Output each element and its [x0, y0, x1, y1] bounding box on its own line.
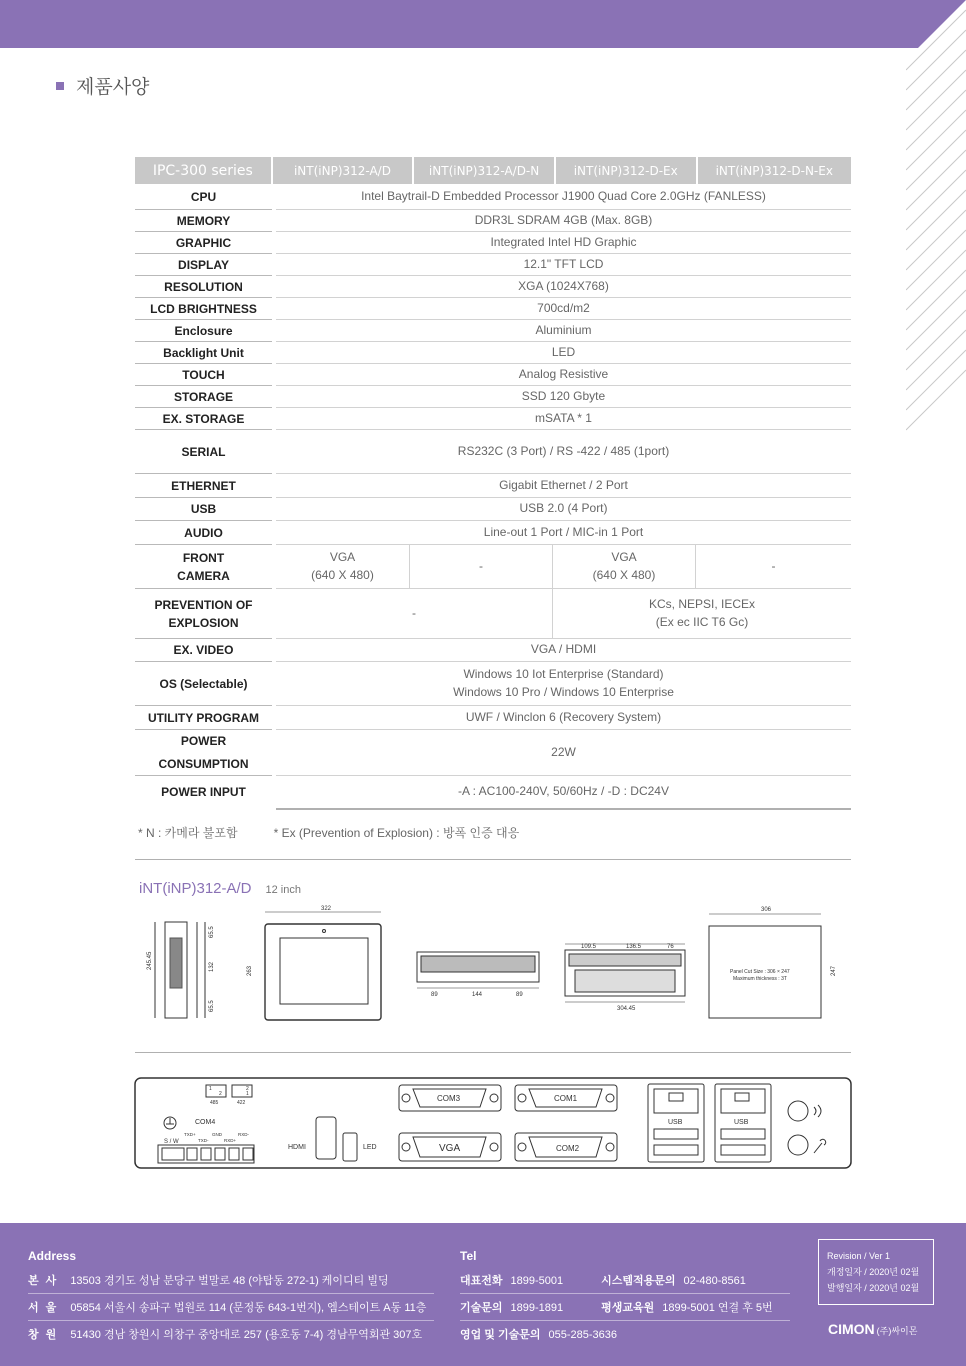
spec-label: TOUCH: [135, 364, 272, 386]
dimension-drawings: [135, 900, 851, 1030]
tel-line: [460, 1294, 790, 1321]
tel-value: 055-285-3636: [548, 1329, 618, 1341]
spec-value: 700cd/m2: [276, 298, 851, 320]
model-name: iNT(iNP)312-A/D: [139, 880, 252, 897]
spec-table: [135, 157, 851, 810]
address-line: [28, 1267, 434, 1294]
spec-label: [135, 545, 272, 589]
address-key: 창 원: [28, 1329, 59, 1341]
address-block: [28, 1249, 434, 1347]
spec-label: RESOLUTION: [135, 276, 272, 298]
spec-value: [276, 589, 851, 639]
tel-key: 대표전화: [460, 1275, 503, 1287]
dim-label: 306: [761, 907, 772, 913]
spec-row-enclosure: [135, 320, 851, 342]
logo-korean: (주)싸이몬: [876, 1326, 918, 1336]
spec-value: Integrated Intel HD Graphic: [276, 232, 851, 254]
ports-diagram: [134, 1077, 852, 1169]
company-logo: [828, 1321, 917, 1337]
address-key: 본 사: [28, 1275, 59, 1287]
dip-num: 1: [246, 1091, 249, 1097]
label-line: POWER: [180, 733, 227, 748]
section-title: [56, 72, 149, 99]
label-line: PREVENTION OF: [154, 597, 253, 612]
port-label: S / W: [164, 1139, 179, 1145]
port-label: COM3: [437, 1094, 461, 1103]
spec-row-display: [135, 254, 851, 276]
tel-pair: [601, 1272, 746, 1288]
spec-row-front-camera: [135, 545, 851, 589]
dim-label: 109.5: [581, 944, 597, 950]
spec-row-brightness: [135, 298, 851, 320]
spec-value: UWF / Winclon 6 (Recovery System): [276, 706, 851, 730]
spec-value: [276, 662, 851, 706]
cell-line: (640 X 480): [311, 567, 374, 582]
dip-num: 2: [219, 1091, 222, 1097]
spec-label: [135, 730, 272, 776]
spec-row-audio: [135, 521, 851, 545]
spec-label: STORAGE: [135, 386, 272, 408]
spec-label: DISPLAY: [135, 254, 272, 276]
spec-row-cpu: [135, 184, 851, 210]
dim-label: 132: [209, 961, 215, 972]
address-value: 13503 경기도 성남 분당구 벌말로 48 (야탑동 272-1) 케이디티 빌딩: [70, 1275, 389, 1287]
spec-label: ETHERNET: [135, 474, 272, 498]
rear-view-drawing: [565, 944, 685, 1002]
model-header: iNT(iNP)312-A/D: [273, 157, 413, 184]
os-line: Windows 10 Pro / Windows 10 Enterprise: [453, 684, 674, 699]
address-line: [28, 1321, 434, 1347]
spec-value: SSD 120 Gbyte: [276, 386, 851, 408]
spec-label: SERIAL: [135, 430, 272, 474]
spec-value: LED: [276, 342, 851, 364]
spec-row-serial: [135, 430, 851, 474]
port-label: 485: [210, 1100, 219, 1106]
port-label: VGA: [439, 1143, 461, 1154]
tel-line: [460, 1267, 790, 1294]
port-label: TXD-: [198, 1138, 209, 1143]
model-header: iNT(iNP)312-A/D-N: [414, 157, 554, 184]
port-label: COM2: [556, 1144, 580, 1153]
series-header: IPC-300 series: [135, 157, 271, 184]
tel-value: 02-480-8561: [683, 1275, 746, 1287]
address-head: Address: [28, 1249, 77, 1263]
explosion-cell: -: [276, 589, 553, 638]
label-line: EXPLOSION: [168, 615, 239, 630]
address-value: 05854 서울시 송파구 법원로 114 (문정동 643-1번지), 엠스테이트 A동 11층: [70, 1302, 427, 1314]
spec-value: VGA / HDMI: [276, 639, 851, 662]
spec-label: OS (Selectable): [135, 662, 272, 706]
label-line: CAMERA: [177, 568, 230, 583]
port-label: GND: [212, 1132, 222, 1137]
spec-header-row: [135, 157, 851, 184]
spec-label: LCD BRIGHTNESS: [135, 298, 272, 320]
tel-head: Tel: [460, 1249, 477, 1263]
dip-num: 2: [246, 1086, 249, 1092]
spec-row-graphic: [135, 232, 851, 254]
camera-cell: [276, 545, 410, 588]
port-label: COM4: [195, 1119, 216, 1126]
dim-label: 136.5: [626, 944, 642, 950]
logo-text: CIMON: [828, 1321, 875, 1337]
camera-cell: -: [410, 545, 553, 588]
spec-row-power: [135, 730, 851, 776]
spec-value: 22W: [276, 730, 851, 776]
port-label: COM1: [554, 1094, 578, 1103]
spec-row-utility: [135, 706, 851, 730]
decorative-stripes: [906, 0, 966, 440]
revision-line: 발행일자 / 2020년 02월: [827, 1283, 920, 1294]
spec-label: UTILITY PROGRAM: [135, 706, 272, 730]
label-line: FRONT: [182, 550, 225, 565]
port-label: HDMI: [288, 1144, 306, 1151]
divider: [135, 1052, 851, 1053]
bottom-view-drawing: [417, 952, 539, 988]
cell-line: (Ex ec IIC T6 Gc): [655, 614, 749, 629]
cell-line: KCs, NEPSI, IECEx: [648, 597, 756, 612]
spec-value: USB 2.0 (4 Port): [276, 498, 851, 521]
notes: [138, 824, 519, 841]
revision-box: [818, 1239, 934, 1305]
tel-value: 1899-5001: [510, 1275, 564, 1287]
spec-row-usb: [135, 498, 851, 521]
spec-label: POWER INPUT: [161, 785, 246, 799]
revision-line: 개정일자 / 2020년 02월: [827, 1267, 920, 1278]
note-camera: * N : 카메라 불포함: [138, 826, 238, 840]
side-view-drawing: [155, 922, 205, 1018]
model-size: 12 inch: [265, 884, 301, 896]
port-label: RXD+: [224, 1138, 237, 1143]
dim-label: 245.45: [147, 951, 153, 970]
dim-label: 322: [321, 906, 332, 912]
spec-value: 12.1" TFT LCD: [276, 254, 851, 276]
spec-value: Line-out 1 Port / MIC-in 1 Port: [276, 521, 851, 545]
port-label: RXD-: [238, 1132, 249, 1137]
tel-value: 1899-5001 연결 후 5번: [662, 1302, 773, 1314]
spec-value: DDR3L SDRAM 4GB (Max. 8GB): [276, 210, 851, 232]
divider: [135, 859, 851, 860]
dim-label: 65.5: [209, 926, 215, 938]
port-label: USB: [668, 1119, 683, 1126]
model-header: iNT(iNP)312-D-N-Ex: [698, 157, 851, 184]
dip-num: 1: [209, 1086, 212, 1092]
port-label: LED: [363, 1144, 377, 1151]
tel-pair: [460, 1299, 563, 1315]
dim-label: 144: [472, 992, 483, 998]
spec-row-storage: [135, 386, 851, 408]
dim-label: 247: [831, 965, 837, 976]
spec-value: Analog Resistive: [276, 364, 851, 386]
spec-value: RS232C (3 Port) / RS -422 / 485 (1port): [276, 430, 851, 474]
address-line: [28, 1294, 434, 1321]
spec-value: [276, 545, 851, 589]
spec-value: Gigabit Ethernet / 2 Port: [276, 474, 851, 498]
spec-label: Enclosure: [135, 320, 272, 342]
spec-label: AUDIO: [135, 521, 272, 545]
section-title-text: 제품사양: [76, 76, 150, 98]
spec-row-backlight: [135, 342, 851, 364]
spec-value: mSATA * 1: [276, 408, 851, 430]
table-bottom-rule: [276, 808, 851, 810]
spec-row-touch: [135, 364, 851, 386]
port-label: TXD+: [184, 1132, 196, 1137]
spec-row-ethernet: [135, 474, 851, 498]
dim-label: 304.45: [617, 1006, 636, 1012]
model-title: [139, 880, 301, 897]
port-label: 422: [237, 1100, 246, 1106]
tel-block: [460, 1249, 790, 1347]
tel-key: 평생교육원: [601, 1302, 655, 1314]
spec-value: Intel Baytrail-D Embedded Processor J1900 Quad Core 2.0GHz (FANLESS): [276, 184, 851, 210]
camera-cell: [553, 545, 696, 588]
cell-line: VGA: [329, 550, 356, 565]
revision-line: Revision / Ver 1: [827, 1251, 891, 1261]
spec-label: CPU: [135, 184, 272, 210]
model-header: iNT(iNP)312-D-Ex: [556, 157, 696, 184]
os-line: Windows 10 Iot Enterprise (Standard): [463, 667, 664, 682]
dim-label: 65.5: [209, 1000, 215, 1012]
top-banner: [0, 0, 966, 48]
cell-line: (640 X 480): [592, 567, 656, 582]
spec-label: EX. STORAGE: [135, 408, 272, 430]
tel-key: 기술문의: [460, 1302, 503, 1314]
footer: [0, 1223, 966, 1366]
dim-label: 89: [431, 992, 438, 998]
label-line: CONSUMPTION: [158, 756, 249, 771]
spec-row-explosion: [135, 589, 851, 639]
spec-value: -A : AC100-240V, 50/60Hz / -D : DC24V: [457, 784, 669, 799]
spec-value: Aluminium: [276, 320, 851, 342]
tel-line: [460, 1321, 790, 1347]
spec-label: GRAPHIC: [135, 232, 272, 254]
panel-cut-drawing: [709, 914, 821, 1018]
bullet-square-icon: [56, 82, 64, 90]
cell-line: VGA: [611, 550, 637, 565]
spec-row-ex-storage: [135, 408, 851, 430]
tel-key: 시스템적용문의: [601, 1275, 676, 1287]
spec-label: USB: [135, 498, 272, 521]
address-key: 서 울: [28, 1302, 59, 1314]
spec-value: XGA (1024X768): [276, 276, 851, 298]
spec-row-memory: [135, 210, 851, 232]
spec-row-os: [135, 662, 851, 706]
spec-label: MEMORY: [135, 210, 272, 232]
explosion-cell: [553, 589, 851, 638]
spec-label: [135, 589, 272, 639]
spec-row-resolution: [135, 276, 851, 298]
max-thickness: Maximum thickness : 3T: [733, 976, 787, 982]
tel-pair: [460, 1272, 563, 1288]
dim-label: 263: [247, 965, 253, 976]
camera-cell: -: [771, 558, 776, 573]
address-value: 51430 경남 창원시 의창구 중앙대로 257 (용호동 7-4) 경남무역회관 307호: [70, 1329, 423, 1341]
port-label: USB: [734, 1119, 749, 1126]
panel-cut-size: Panel Cut Size : 306 × 247: [730, 969, 790, 975]
dim-label: 76: [667, 944, 674, 950]
dim-label: 89: [516, 992, 523, 998]
tel-pair: [460, 1326, 617, 1342]
tel-value: 1899-1891: [510, 1302, 564, 1314]
front-view-drawing: [265, 912, 381, 1020]
note-explosion: * Ex (Prevention of Explosion) : 방폭 인증 대응: [273, 826, 520, 840]
tel-key: 영업 및 기술문의: [460, 1329, 541, 1341]
spec-row-power-input: [135, 776, 851, 808]
spec-row-ex-video: [135, 639, 851, 662]
spec-label: EX. VIDEO: [135, 639, 272, 662]
spec-label: Backlight Unit: [135, 342, 272, 364]
tel-pair: [601, 1299, 773, 1315]
